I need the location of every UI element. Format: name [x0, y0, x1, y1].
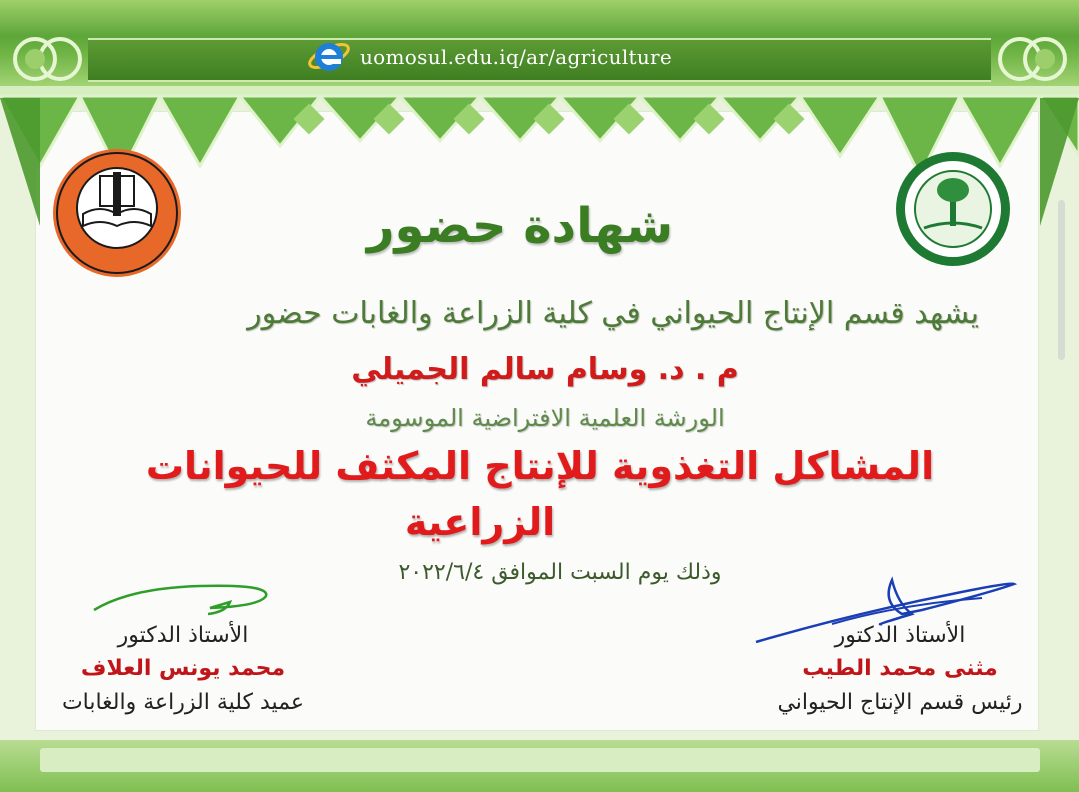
attestation-line: يشهد قسم الإنتاج الحيواني في كلية الزراعة والغابات حضور — [247, 296, 979, 331]
workshop-label: الورشة العلمية الافتراضية الموسومة — [365, 404, 725, 432]
head-rank: الأستاذ الدكتور — [834, 623, 966, 648]
left-ornament-icon — [10, 34, 90, 84]
dean-signature-block — [48, 620, 318, 720]
website-url[interactable]: uomosul.edu.iq/ar/agriculture — [360, 45, 673, 69]
dean-rank: الأستاذ الدكتور — [117, 623, 249, 648]
dean-role: عميد كلية الزراعة والغابات — [61, 690, 305, 715]
college-of-agriculture-logo — [894, 148, 1012, 270]
head-role: رئيس قسم الإنتاج الحيواني — [777, 690, 1023, 715]
bottom-band — [0, 740, 1079, 792]
scrollbar[interactable] — [1058, 200, 1065, 360]
attendee-name: م . د. وسام سالم الجميلي — [351, 352, 739, 387]
certificate-title: شهادة حضور — [366, 198, 674, 254]
internet-explorer-icon — [306, 36, 352, 76]
bottom-band-inner — [40, 748, 1040, 772]
event-date: وذلك يوم السبت الموافق ٢٠٢٢/٦/٤ — [398, 560, 722, 585]
department-head-signature-block — [760, 620, 1040, 720]
university-of-mosul-logo — [50, 146, 184, 280]
workshop-topic-line-1: المشاكل التغذوية للإنتاج المكثف للحيوانات — [145, 444, 935, 488]
head-name: مثنى محمد الطيب — [802, 656, 998, 681]
workshop-topic-line-2: الزراعية — [404, 500, 556, 544]
right-ornament-icon — [990, 34, 1070, 84]
dean-signature — [90, 580, 280, 620]
dean-name: محمد يونس العلاف — [80, 656, 286, 681]
